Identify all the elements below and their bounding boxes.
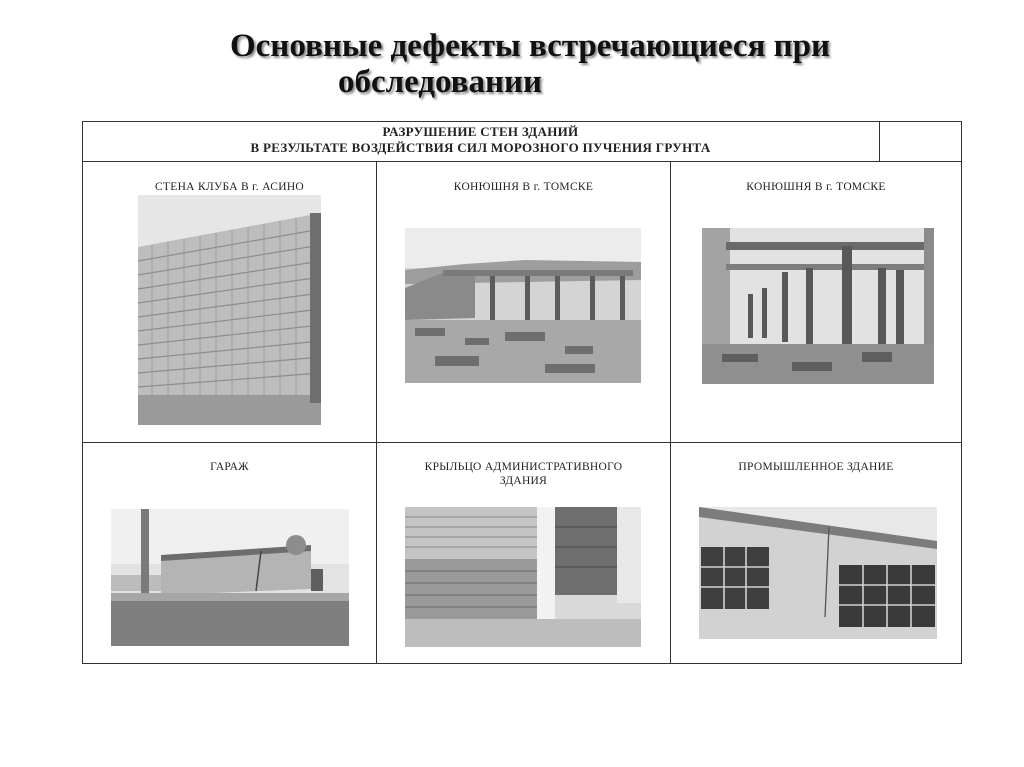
table-header-line-2: В РЕЗУЛЬТАТЕ ВОЗДЕЙСТВИЯ СИЛ МОРОЗНОГО ПУЧЕНИЯ ГРУНТА [250,140,711,155]
table-cell-garage [83,443,376,664]
cell-caption-line-1: СТЕНА КЛУБА В г. АСИНО [154,181,305,193]
cell-caption-line-1: ПРОМЫШЛЕННОЕ ЗДАНИЕ [738,461,894,473]
title-line-2: обследовании [337,64,543,100]
defects-table [82,121,962,664]
photo-stable-ruins-1 [405,228,641,383]
photo-stable-ruins-2 [702,228,934,384]
photo-industrial-building [699,507,937,639]
cell-caption-line-1: КРЫЛЬЦО АДМИНИСТРАТИВНОГО [424,461,623,473]
table-cell-admin-porch [377,443,670,664]
cell-caption-line-1: КОНЮШНЯ В г. ТОМСКЕ [453,181,594,193]
table-header-empty-cell [879,122,961,161]
photo-admin-porch [405,507,641,647]
cell-caption-line-2: ЗДАНИЯ [499,475,548,487]
table-cell-stable-tomsk-1 [377,162,670,442]
cell-caption [671,180,961,194]
table-cell-stable-tomsk-2 [671,162,961,442]
table-cell-klub-asino [83,162,376,442]
cell-caption [83,180,376,194]
cell-caption [83,460,376,474]
cell-caption-line-1: КОНЮШНЯ В г. ТОМСКЕ [746,181,886,193]
table-header-row [83,122,961,162]
table-header-text [83,124,878,156]
photo-club-wall [138,195,321,425]
table-cell-industrial-building [671,443,961,664]
photo-garage [111,509,349,646]
slide-title [150,28,850,100]
cell-caption [377,460,670,488]
table-header-line-1: РАЗРУШЕНИЕ СТЕН ЗДАНИЙ [382,124,579,139]
cell-caption-line-1: ГАРАЖ [210,461,249,473]
title-line-1: Основные дефекты встречающиеся при [229,28,830,64]
cell-caption [377,180,670,194]
cell-caption [671,460,961,474]
